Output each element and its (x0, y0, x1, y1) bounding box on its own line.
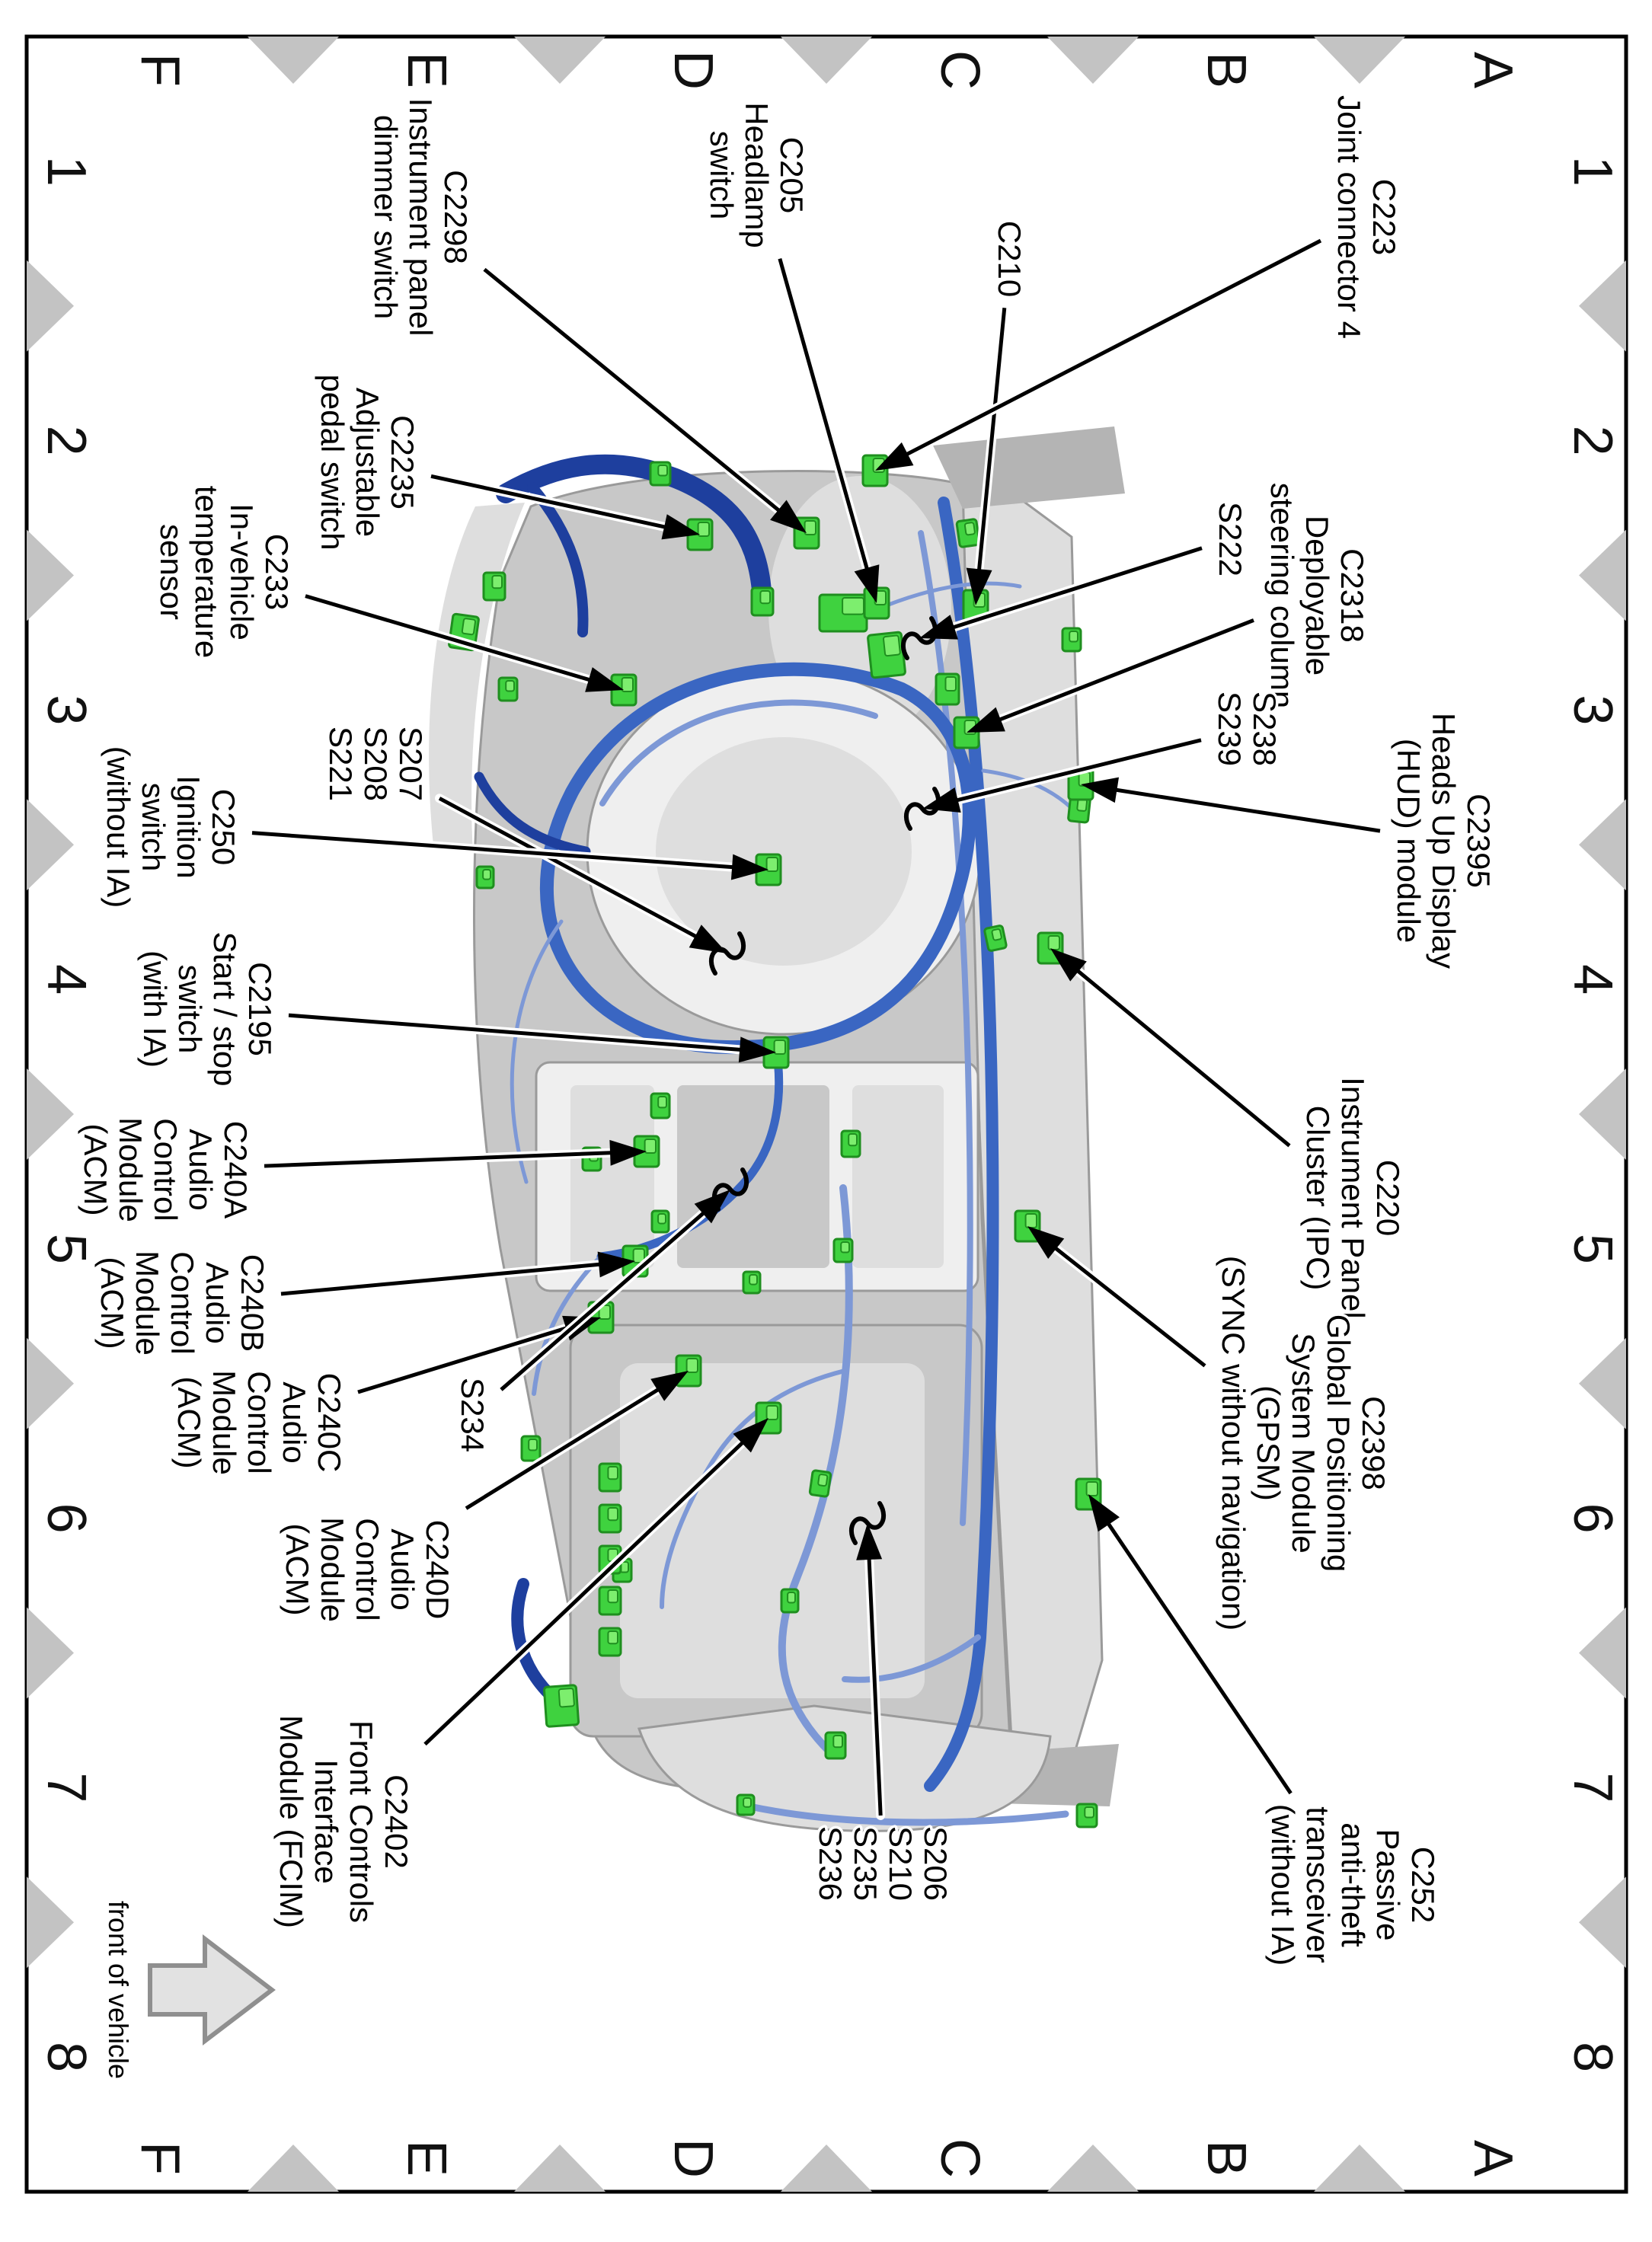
callout-label-C2318: C2318Deployablesteering column (1264, 482, 1370, 709)
zone-triangle-bottom (27, 1608, 74, 1699)
grid-letter-right-E: E (396, 2139, 457, 2177)
dashboard-artwork (429, 426, 1125, 1831)
connector-C2402-highlight (767, 1406, 778, 1420)
callout-C223 (875, 95, 1402, 471)
zone-triangle-left (1047, 37, 1139, 84)
grid-number-bottom-2: 2 (36, 425, 97, 456)
connector-highlight (608, 1631, 618, 1643)
connector-highlight (529, 1439, 537, 1450)
callout-label-C205: C205Headlampswitch (704, 102, 810, 248)
grid-number-top-4: 4 (1562, 964, 1623, 995)
connector-highlight (1069, 631, 1078, 642)
zone-triangle-top (1579, 1068, 1626, 1160)
callout-label-C240C: C240CAudioControlModule(ACM) (171, 1370, 347, 1475)
connector-highlight (992, 929, 1002, 941)
callout-label-S234: S234 (455, 1377, 490, 1453)
front-arrow-icon (150, 1939, 272, 2041)
zone-triangle-bottom (27, 1068, 74, 1160)
zone-triangle-top (1579, 530, 1626, 621)
connector-highlight (492, 576, 502, 588)
zone-triangle-bottom (27, 530, 74, 621)
connector-highlight (462, 618, 475, 635)
grid-number-top-7: 7 (1562, 1772, 1623, 1803)
front-arrow-label: front of vehicle (103, 1900, 134, 2080)
zone-triangle-left (781, 37, 872, 84)
leader-line-C252 (1107, 1522, 1291, 1793)
zone-triangle-right (514, 2145, 606, 2192)
callout-label-C2402: C2402Front ControlsInterfaceModule (FCIM) (273, 1714, 414, 1929)
grid-number-top-1: 1 (1562, 155, 1623, 187)
connector-highlight (842, 598, 864, 615)
connector-highlight (483, 870, 490, 880)
callout-label-C2395: C2395Heads Up Display(HUD) module (1391, 712, 1497, 969)
callout-label-C233: C233In-vehicletemperaturesensor (154, 485, 295, 659)
connector-C233-highlight (622, 678, 633, 691)
grid-letter-right-D: D (663, 2138, 724, 2178)
grid-letter-right-A: A (1462, 2139, 1523, 2177)
leader-line-C2395 (1114, 790, 1380, 831)
connector-highlight (658, 465, 667, 476)
connector-highlight (658, 1214, 666, 1224)
connector-highlight (658, 1097, 666, 1107)
grid-number-top-8: 8 (1562, 2042, 1623, 2073)
grid-number-bottom-8: 8 (36, 2042, 97, 2073)
connector-highlight (749, 1275, 757, 1285)
connector-C2195-highlight (775, 1040, 785, 1054)
grid-letter-left-A: A (1462, 51, 1523, 89)
zone-triangle-top (1579, 260, 1626, 352)
callout-label-S222: S222 (1213, 501, 1248, 577)
callout-label-S206-S210-S235-S236: S206S210S235S236 (813, 1825, 954, 1902)
callout-label-C240D: C240DAudioControlModule(ACM) (280, 1517, 455, 1622)
zone-triangle-bottom (27, 260, 74, 352)
callout-label-C210: C210 (992, 220, 1027, 298)
connector-highlight (788, 1592, 795, 1603)
grid-letter-left-E: E (396, 51, 457, 89)
a-pillar-left (933, 426, 1125, 509)
connector-C250-highlight (767, 858, 778, 871)
callout-label-C240A: C240AAudioControlModule(ACM) (78, 1117, 254, 1222)
connector-highlight (884, 635, 900, 656)
connector-C2398-highlight (1026, 1214, 1037, 1228)
zone-triangle-right (248, 2145, 339, 2192)
zone-triangle-right (1314, 2145, 1405, 2192)
connector-C240D-highlight (687, 1359, 698, 1372)
grid-number-bottom-7: 7 (36, 1772, 97, 1803)
connector-C252-highlight (1087, 1482, 1098, 1496)
zone-triangle-top (1579, 799, 1626, 890)
connector-C2235-highlight (698, 522, 709, 536)
zone-triangle-top (1579, 1876, 1626, 1968)
callout-label-C220: C220Instrument PanelCluster (IPC) (1300, 1077, 1406, 1319)
connector-highlight (559, 1688, 574, 1707)
callout-label-C223: C223Joint connector 4 (1331, 95, 1402, 339)
connector-highlight (833, 1736, 842, 1747)
leader-line-C223 (905, 241, 1321, 455)
connector-highlight (965, 522, 976, 535)
callout-C252 (1088, 1494, 1441, 1966)
zone-triangle-right (1047, 2145, 1139, 2192)
zone-triangle-left (1314, 37, 1405, 84)
callout-label-C2398: C2398Global PositioningSystem Module(GPSM)(SYNC without navigation) (1216, 1255, 1392, 1631)
center-stack-upper-bay (852, 1085, 944, 1268)
grid-number-bottom-4: 4 (36, 964, 97, 995)
grid-letter-left-B: B (1196, 51, 1257, 89)
zone-triangle-right (781, 2145, 872, 2192)
connector-highlight (608, 1467, 618, 1479)
callout-label-S238-S239: S238S239 (1212, 691, 1283, 767)
connector-highlight (818, 1474, 828, 1487)
connector-highlight (608, 1508, 618, 1520)
callout-label-S207-S208-S221: S207S208S221 (323, 726, 429, 802)
grid-letter-left-C: C (929, 50, 990, 90)
connector-highlight (1085, 1807, 1094, 1818)
zone-triangle-bottom (27, 1876, 74, 1968)
front-of-vehicle-arrow (103, 1901, 272, 2079)
zone-triangle-left (514, 37, 606, 84)
connector-C240A-highlight (645, 1139, 656, 1153)
connector-highlight (760, 591, 770, 603)
zone-triangle-bottom (27, 1338, 74, 1429)
grid-number-bottom-5: 5 (36, 1233, 97, 1264)
zone-triangle-left (248, 37, 339, 84)
connector-highlight (848, 1134, 857, 1145)
connector-highlight (841, 1242, 849, 1253)
grid-number-top-2: 2 (1562, 425, 1623, 456)
grid-letter-left-F: F (129, 53, 190, 87)
connector-highlight (946, 677, 957, 691)
grid-letter-right-B: B (1196, 2139, 1257, 2177)
callout-label-C2298: C2298Instrument paneldimmer switch (368, 97, 474, 337)
grid-letter-right-C: C (929, 2138, 990, 2178)
grid-number-bottom-6: 6 (36, 1503, 97, 1534)
rotated-landscape-content (27, 37, 1626, 2192)
zone-triangle-top (1579, 1338, 1626, 1429)
callout-label-C250: C250Ignitionswitch(without IA) (101, 746, 241, 909)
zone-triangle-top (1579, 1608, 1626, 1699)
callout-label-C240B: C240BAudioControlModule(ACM) (94, 1250, 270, 1356)
zone-triangle-bottom (27, 799, 74, 890)
grid-number-top-6: 6 (1562, 1503, 1623, 1534)
grid-letter-left-D: D (663, 50, 724, 90)
grid-letter-right-F: F (129, 2141, 190, 2175)
callout-label-C2235: C2235Adjustablepedal switch (315, 374, 420, 551)
callout-label-C252: C252Passiveanti-thefttransceiver(without IA) (1265, 1803, 1441, 1966)
connector-C2298-highlight (805, 521, 816, 535)
connector-highlight (506, 681, 514, 691)
grid-number-top-5: 5 (1562, 1233, 1623, 1264)
leader-line-C220 (1076, 969, 1289, 1145)
connector-highlight (608, 1590, 618, 1602)
grid-number-bottom-1: 1 (36, 155, 97, 187)
connector-C220-highlight (1049, 936, 1059, 950)
grid-number-top-3: 3 (1562, 695, 1623, 726)
grid-number-bottom-3: 3 (36, 695, 97, 726)
center-stack-lower-bay (570, 1085, 654, 1268)
callout-label-C2195: C2195Start / stopswitch(with IA) (137, 931, 278, 1087)
connector-highlight (743, 1798, 751, 1807)
